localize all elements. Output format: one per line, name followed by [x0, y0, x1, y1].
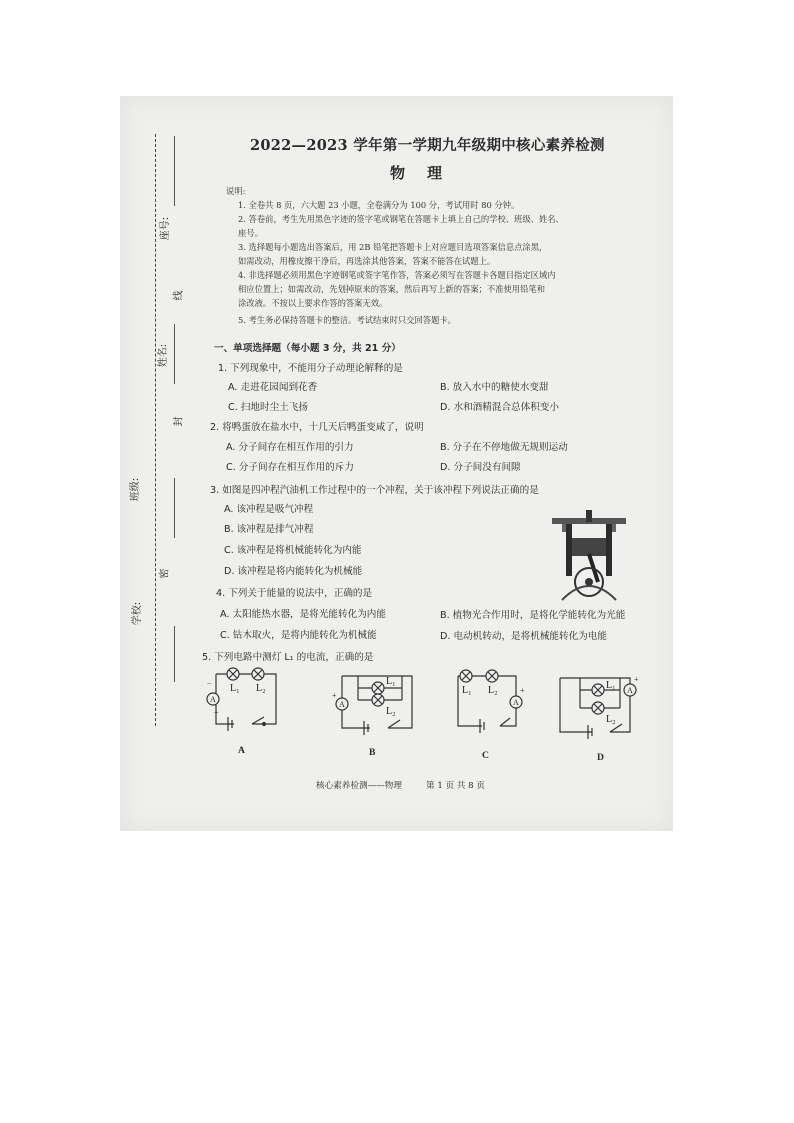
circuit-d-label: D	[597, 752, 604, 763]
lamp-l1-label: L₁	[462, 685, 472, 696]
circuit-c	[450, 664, 542, 734]
instruction-line: 1. 全卷共 8 页，六大题 23 小题，全卷满分为 100 分，考试用时 80 分钟。	[238, 200, 520, 210]
lamp-l2-label: L₂	[488, 685, 498, 696]
lamp-l1-label: L₁	[606, 680, 616, 691]
question-4-stem: 4. 下列关于能量的说法中，正确的是	[216, 588, 373, 599]
ammeter-plus: +	[332, 691, 337, 700]
q3-option-a: A. 该冲程是吸气冲程	[224, 504, 314, 515]
q2-option-c: C. 分子间存在相互作用的斥力	[226, 462, 354, 473]
school-label: 学校:	[132, 601, 144, 626]
binding-mark-xian: 线	[173, 290, 185, 301]
binding-mark-feng: 封	[173, 416, 185, 427]
q2-option-a: A. 分子间存在相互作用的引力	[226, 442, 354, 453]
instruction-line: 5. 考生务必保持答题卡的整洁。考试结束时只交回答题卡。	[238, 315, 456, 325]
circuit-a-label: A	[238, 745, 245, 756]
lamp-l1-label: L₁	[386, 676, 396, 687]
ammeter-minus: −	[207, 679, 212, 688]
question-2-stem: 2. 将鸭蛋放在盐水中，十几天后鸭蛋变咸了，说明	[210, 422, 424, 433]
switch-icon	[500, 718, 510, 726]
binding-mark-mi: 密	[159, 568, 171, 579]
seat-label: 座号:	[160, 216, 172, 241]
q4-option-b: B. 植物光合作用时，是将化学能转化为光能	[440, 610, 626, 621]
question-1-stem: 1. 下列现象中，不能用分子动理论解释的是	[218, 363, 403, 374]
instruction-line: 如需改动，用橡皮擦干净后，再选涂其他答案，答案不能答在试题上。	[238, 256, 496, 266]
piston	[572, 538, 606, 556]
circuit-c-label: C	[482, 750, 489, 761]
instruction-line: 座号。	[238, 228, 263, 238]
circuit-b	[328, 664, 418, 736]
exam-page-photo	[120, 96, 673, 831]
instructions-heading: 说明:	[226, 186, 246, 196]
instruction-line: 2. 答卷前，考生先用黑色字迹的签字笔或钢笔在答题卡上填上自己的学校、班级、姓名、	[238, 214, 564, 224]
footer-page-number: 第 1 页 共 8 页	[426, 781, 485, 791]
q3-option-c: C. 该冲程是将机械能转化为内能	[224, 545, 362, 556]
question-5-stem: 5. 下列电路中测灯 L₁ 的电流，正确的是	[202, 652, 374, 663]
spark-plug	[586, 510, 592, 522]
q4-option-a: A. 太阳能热水器，是将光能转化为内能	[220, 609, 386, 620]
crankcase	[562, 586, 616, 600]
switch-icon	[610, 724, 622, 732]
q2-option-b: B. 分子在不停地做无规则运动	[440, 442, 568, 453]
school-blank-line	[174, 626, 175, 682]
ammeter-plus: +	[214, 708, 219, 717]
circuit-b-label: B	[369, 747, 376, 758]
q1-option-b: B. 放入水中的糖使水变甜	[440, 382, 549, 393]
ammeter-plus: +	[634, 675, 639, 684]
circuit-a	[200, 662, 282, 732]
class-label: 班级:	[130, 477, 142, 502]
q1-option-a: A. 走进花园闻到花香	[228, 382, 318, 393]
q4-option-c: C. 钻木取火，是将内能转化为机械能	[220, 630, 377, 641]
name-blank-line	[174, 324, 175, 384]
class-blank-line	[174, 478, 175, 538]
circuit-d	[550, 668, 642, 740]
switch-icon	[388, 720, 400, 728]
footer-text: 核心素养检测——物理	[316, 781, 402, 791]
seat-blank-line	[174, 136, 175, 206]
ammeter-label: A	[627, 686, 633, 695]
exam-title: 2022—2023 学年第一学期九年级期中核心素养检测	[250, 137, 605, 154]
question-3-stem: 3. 如图是四冲程汽油机工作过程中的一个冲程，关于该冲程下列说法正确的是	[210, 485, 539, 496]
q3-option-b: B. 该冲程是排气冲程	[224, 524, 314, 535]
name-label: 姓名:	[158, 343, 170, 368]
instruction-line: 涂改液。不按以上要求作答的答案无效。	[238, 298, 388, 308]
lamp-l2-label: L₂	[606, 714, 616, 725]
ammeter-label: A	[339, 700, 345, 709]
engine-cylinder-figure	[548, 510, 630, 604]
q4-option-d: D. 电动机转动，是将机械能转化为电能	[440, 631, 607, 642]
lamp-l2-label: L₂	[386, 706, 396, 717]
section-heading: 一、单项选择题（每小题 3 分，共 21 分）	[214, 343, 401, 354]
q1-option-d: D. 水和酒精混合总体积变小	[440, 402, 560, 413]
subject-title: 物理	[390, 164, 465, 182]
cylinder-wall-right	[606, 524, 612, 576]
ammeter-plus: +	[520, 686, 525, 695]
cylinder-wall-left	[566, 524, 572, 576]
instruction-line: 相应位置上；如需改动，先划掉原来的答案，然后再写上新的答案；不准使用铅笔和	[238, 284, 545, 294]
instruction-line: 4. 非选择题必须用黑色字迹钢笔或签字笔作答，答案必须写在答题卡各题目指定区域内	[238, 270, 556, 280]
instruction-line: 3. 选择题每小题选出答案后，用 2B 铅笔把答题卡上对应题目选项答案信息点涂黑，	[238, 242, 548, 252]
q3-option-d: D. 该冲程是将内能转化为机械能	[224, 566, 363, 577]
lamp-l1-label: L₁	[230, 683, 240, 694]
crank-pin	[585, 578, 593, 586]
lamp-l2-label: L₂	[256, 683, 266, 694]
ammeter-label: A	[513, 698, 519, 707]
q2-option-d: D. 分子间没有间隙	[440, 462, 521, 473]
q1-option-c: C. 扫地时尘土飞扬	[228, 402, 308, 413]
ammeter-label: A	[210, 695, 216, 704]
